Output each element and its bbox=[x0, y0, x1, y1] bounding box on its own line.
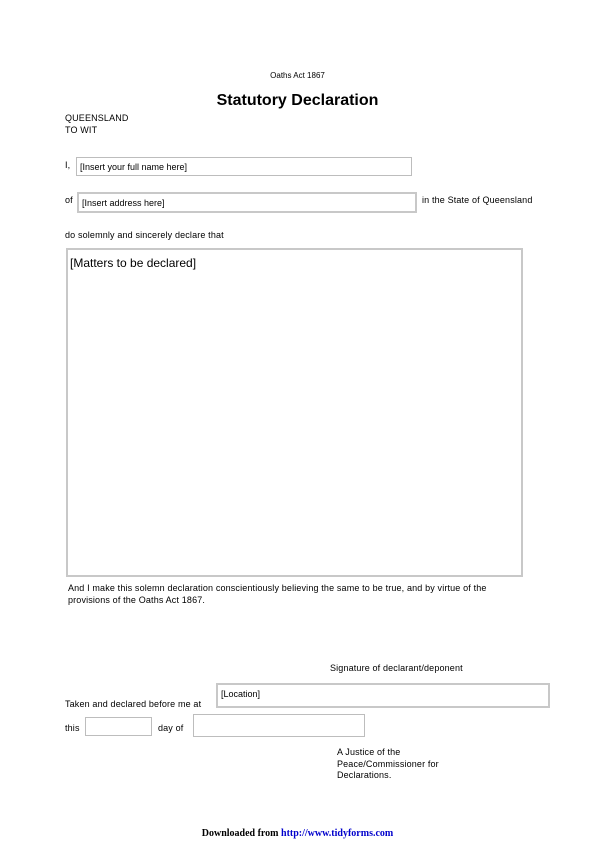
justice-line2: Peace/Commissioner for bbox=[337, 759, 439, 769]
address-field[interactable]: [Insert address here] bbox=[77, 192, 417, 213]
month-year-field[interactable] bbox=[193, 714, 365, 737]
footer-prefix: Downloaded from bbox=[201, 828, 282, 839]
signature-label: Signature of declarant/deponent bbox=[330, 663, 463, 673]
taken-declared-label: Taken and declared before me at bbox=[65, 699, 202, 709]
justice-line3: Declarations. bbox=[337, 770, 392, 780]
justice-line1: A Justice of the bbox=[337, 747, 401, 757]
matters-declared-field[interactable]: [Matters to be declared] bbox=[66, 248, 523, 577]
state-text: in the State of Queensland bbox=[422, 195, 533, 205]
download-footer bbox=[0, 828, 595, 839]
this-label: this bbox=[65, 723, 80, 733]
day-of-label: day of bbox=[158, 723, 184, 733]
jurisdiction-state: QUEENSLAND bbox=[65, 113, 129, 123]
jurisdiction-to-wit: TO WIT bbox=[65, 125, 98, 135]
day-field[interactable] bbox=[85, 717, 152, 736]
closing-statement-line1: And I make this solemn declaration conscientiously believing the same to be true, and by virtue of the bbox=[68, 583, 487, 593]
page-title: Statutory Declaration bbox=[216, 92, 379, 109]
declare-intro: do solemnly and sincerely declare that bbox=[65, 230, 224, 240]
closing-statement-line2: provisions of the Oaths Act 1867. bbox=[68, 595, 206, 605]
declarant-prefix-label: I, bbox=[65, 160, 71, 170]
of-label: of bbox=[65, 195, 73, 205]
act-reference: Oaths Act 1867 bbox=[270, 71, 325, 80]
full-name-field[interactable]: [Insert your full name here] bbox=[76, 157, 412, 176]
location-field[interactable]: [Location] bbox=[216, 683, 550, 708]
footer-link[interactable]: http://www.tidyforms.com bbox=[281, 828, 394, 839]
